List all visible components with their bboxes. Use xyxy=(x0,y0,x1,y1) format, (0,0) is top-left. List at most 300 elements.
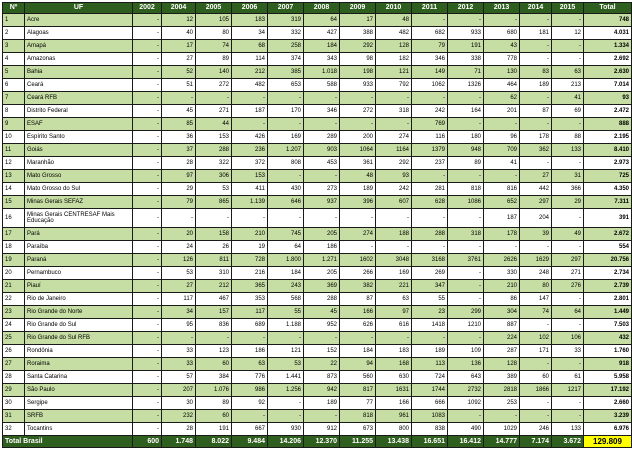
row-number: 22 xyxy=(3,293,25,306)
year-value: 353 xyxy=(232,293,268,306)
row-total: 93 xyxy=(584,92,632,105)
year-total: 1.748 xyxy=(162,436,196,448)
year-value: 1744 xyxy=(412,384,448,397)
year-value: 258 xyxy=(268,40,304,53)
year-value: 210 xyxy=(484,280,520,293)
year-value: 188 xyxy=(376,228,412,241)
year-total: 16.651 xyxy=(412,436,448,448)
year-value: 1629 xyxy=(520,254,552,267)
year-value: 724 xyxy=(412,371,448,384)
uf-name: Rio de Janeiro xyxy=(25,293,133,306)
year-value: 168 xyxy=(376,358,412,371)
year-value: - xyxy=(448,332,484,345)
year-value: 28 xyxy=(162,423,196,436)
uf-name: Distrito Federal xyxy=(25,105,133,118)
year-value: - xyxy=(133,332,162,345)
year-value: 269 xyxy=(412,267,448,280)
year-value: 26 xyxy=(196,241,232,254)
year-value: 205 xyxy=(304,228,340,241)
year-value: - xyxy=(133,293,162,306)
row-number: 20 xyxy=(3,267,25,280)
year-value: 133 xyxy=(552,423,584,436)
year-value: - xyxy=(448,92,484,105)
table-row xyxy=(3,131,632,144)
year-value: 89 xyxy=(196,397,232,410)
year-value: 85 xyxy=(162,118,196,131)
table-row xyxy=(3,293,632,306)
year-value: 453 xyxy=(304,157,340,170)
year-value: - xyxy=(133,144,162,157)
uf-name: Bahia xyxy=(25,66,133,79)
grand-total: 129.809 xyxy=(584,436,632,448)
year-value: - xyxy=(340,92,376,105)
year-value: 207 xyxy=(162,384,196,397)
year-value: 3168 xyxy=(412,254,448,267)
year-value: 189 xyxy=(340,183,376,196)
year-value: 374 xyxy=(268,53,304,66)
table-row xyxy=(3,358,632,371)
year-value: 53 xyxy=(196,183,232,196)
year-value: 306 xyxy=(196,170,232,183)
year-value: 121 xyxy=(268,345,304,358)
year-value: 55 xyxy=(412,293,448,306)
uf-name: Acre xyxy=(25,14,133,27)
year-value: 382 xyxy=(340,280,376,293)
year-value: 63 xyxy=(376,293,412,306)
year-value: - xyxy=(552,118,584,131)
year-value: - xyxy=(520,319,552,332)
table-row xyxy=(3,170,632,183)
year-value: 273 xyxy=(304,183,340,196)
year-value: 27 xyxy=(162,280,196,293)
row-number: 4 xyxy=(3,53,25,66)
year-value: 281 xyxy=(412,183,448,196)
year-value: 29 xyxy=(552,196,584,209)
row-number: 31 xyxy=(3,410,25,423)
table-row xyxy=(3,267,632,280)
uf-name: Rio Grande do Sul xyxy=(25,319,133,332)
year-value: 213 xyxy=(552,79,584,92)
year-value: - xyxy=(133,79,162,92)
year-value: 198 xyxy=(340,66,376,79)
year-value: 40 xyxy=(162,27,196,40)
year-total: 13.438 xyxy=(376,436,412,448)
year-value: 87 xyxy=(340,293,376,306)
year-value: 204 xyxy=(520,209,552,228)
row-number: 11 xyxy=(3,144,25,157)
year-value: 63 xyxy=(232,358,268,371)
year-value: 343 xyxy=(304,53,340,66)
year-value: 411 xyxy=(232,183,268,196)
year-value: - xyxy=(340,118,376,131)
year-value: 183 xyxy=(376,345,412,358)
row-number: 7 xyxy=(3,92,25,105)
year-value: 41 xyxy=(484,157,520,170)
year-value: - xyxy=(376,241,412,254)
year-value: - xyxy=(133,358,162,371)
year-value: 873 xyxy=(304,371,340,384)
year-value: 274 xyxy=(376,131,412,144)
year-value: 310 xyxy=(196,267,232,280)
year-value: 1064 xyxy=(340,144,376,157)
year-value: 60 xyxy=(196,358,232,371)
data-table xyxy=(2,2,632,448)
year-value: - xyxy=(520,397,552,410)
year-value: - xyxy=(133,209,162,228)
row-number: 18 xyxy=(3,241,25,254)
table-row xyxy=(3,345,632,358)
year-value: 630 xyxy=(376,371,412,384)
year-value: 952 xyxy=(304,319,340,332)
year-value: 79 xyxy=(412,40,448,53)
year-value: - xyxy=(448,170,484,183)
year-value: 200 xyxy=(340,131,376,144)
uf-name: São Paulo xyxy=(25,384,133,397)
year-value: 102 xyxy=(520,332,552,345)
year-value: 60 xyxy=(196,410,232,423)
year-value: 171 xyxy=(520,345,552,358)
table-row xyxy=(3,423,632,436)
year-value: - xyxy=(520,241,552,254)
year-value: 237 xyxy=(412,157,448,170)
year-value: - xyxy=(484,241,520,254)
total-label: Total Brasil xyxy=(3,436,133,448)
year-value: 297 xyxy=(552,254,584,267)
year-total: 9.484 xyxy=(232,436,268,448)
year-value: 64 xyxy=(268,241,304,254)
year-value: 1086 xyxy=(448,196,484,209)
uf-name: Rio Grande do Norte xyxy=(25,306,133,319)
year-value: 319 xyxy=(268,14,304,27)
year-value: 607 xyxy=(376,196,412,209)
year-value: 1164 xyxy=(376,144,412,157)
year-value: 271 xyxy=(196,105,232,118)
row-number: 15 xyxy=(3,196,25,209)
year-value: - xyxy=(552,319,584,332)
year-value: - xyxy=(304,209,340,228)
uf-name: Pará xyxy=(25,228,133,241)
year-value: 94 xyxy=(340,358,376,371)
year-value: - xyxy=(304,92,340,105)
year-value: 682 xyxy=(412,27,448,40)
year-value: 1.018 xyxy=(304,66,340,79)
year-value: 384 xyxy=(196,371,232,384)
row-total: 2.973 xyxy=(584,157,632,170)
row-total: 2.739 xyxy=(584,280,632,293)
year-value: - xyxy=(448,267,484,280)
year-value: 680 xyxy=(484,27,520,40)
year-value: 626 xyxy=(340,319,376,332)
year-value: 164 xyxy=(448,105,484,118)
row-total: 1.334 xyxy=(584,40,632,53)
row-number: 23 xyxy=(3,306,25,319)
year-value: 12 xyxy=(552,27,584,40)
year-value: 182 xyxy=(376,53,412,66)
year-value: 189 xyxy=(520,79,552,92)
row-total: 4.350 xyxy=(584,183,632,196)
year-value: - xyxy=(552,53,584,66)
year-value: 96 xyxy=(484,131,520,144)
year-value: - xyxy=(162,332,196,345)
uf-name: Tocantins xyxy=(25,423,133,436)
year-value: 865 xyxy=(196,196,232,209)
year-value: 1.256 xyxy=(268,384,304,397)
year-value: 187 xyxy=(232,105,268,118)
row-number: 29 xyxy=(3,384,25,397)
year-value: 27 xyxy=(162,53,196,66)
table-row xyxy=(3,209,632,228)
year-value: 769 xyxy=(412,118,448,131)
row-total: 20.756 xyxy=(584,254,632,267)
year-value: 1631 xyxy=(376,384,412,397)
year-value: 109 xyxy=(448,345,484,358)
year-value: 205 xyxy=(304,267,340,280)
year-value: 157 xyxy=(196,306,232,319)
year-value: 60 xyxy=(520,371,552,384)
year-value: 130 xyxy=(484,66,520,79)
year-total: 8.022 xyxy=(196,436,232,448)
year-value: 180 xyxy=(448,131,484,144)
year-value: 158 xyxy=(196,228,232,241)
year-value: 45 xyxy=(162,105,196,118)
year-value: - xyxy=(133,183,162,196)
year-value: 28 xyxy=(162,157,196,170)
row-total: 6.976 xyxy=(584,423,632,436)
year-value: 87 xyxy=(520,105,552,118)
year-value: 61 xyxy=(552,371,584,384)
year-value: 184 xyxy=(268,267,304,280)
year-value: 37 xyxy=(162,144,196,157)
column-header: 2007 xyxy=(268,3,304,14)
year-value: 30 xyxy=(162,397,196,410)
year-value: 166 xyxy=(340,306,376,319)
column-header: 2006 xyxy=(232,3,268,14)
year-value: 17 xyxy=(340,14,376,27)
year-value: 652 xyxy=(484,196,520,209)
row-total: 888 xyxy=(584,118,632,131)
year-value: 17 xyxy=(162,40,196,53)
row-total: 2.195 xyxy=(584,131,632,144)
table-row xyxy=(3,92,632,105)
year-value: 71 xyxy=(448,66,484,79)
column-header: 2002 xyxy=(133,3,162,14)
year-value: 52 xyxy=(162,66,196,79)
year-value: - xyxy=(133,384,162,397)
year-value: 2732 xyxy=(448,384,484,397)
uf-name: Pernambuco xyxy=(25,267,133,280)
year-value: - xyxy=(232,332,268,345)
year-value: 304 xyxy=(484,306,520,319)
row-total: 1.449 xyxy=(584,306,632,319)
year-value: 221 xyxy=(376,280,412,293)
year-value: 147 xyxy=(520,293,552,306)
column-header: 2011 xyxy=(412,3,448,14)
year-value: 808 xyxy=(268,157,304,170)
year-value: 34 xyxy=(232,27,268,40)
year-value: 43 xyxy=(484,40,520,53)
year-value: 36 xyxy=(162,131,196,144)
year-value: 709 xyxy=(484,144,520,157)
year-value: 464 xyxy=(484,79,520,92)
year-value: 128 xyxy=(484,358,520,371)
year-value: 482 xyxy=(232,79,268,92)
year-value: 22 xyxy=(304,358,340,371)
year-value: - xyxy=(133,66,162,79)
year-value: 123 xyxy=(196,345,232,358)
year-value: - xyxy=(340,241,376,254)
year-value: 385 xyxy=(268,66,304,79)
year-value: 986 xyxy=(232,384,268,397)
year-value: 3048 xyxy=(376,254,412,267)
year-value: - xyxy=(520,157,552,170)
year-value: 170 xyxy=(268,105,304,118)
year-value: - xyxy=(552,157,584,170)
row-total: 2.734 xyxy=(584,267,632,280)
year-value: 253 xyxy=(484,397,520,410)
year-value: 29 xyxy=(162,183,196,196)
year-value: 948 xyxy=(448,144,484,157)
year-value: 74 xyxy=(520,306,552,319)
year-value: 27 xyxy=(520,170,552,183)
year-value: - xyxy=(552,241,584,254)
year-value: - xyxy=(133,27,162,40)
year-value: 1866 xyxy=(520,384,552,397)
year-value: 332 xyxy=(268,27,304,40)
year-value: - xyxy=(552,410,584,423)
year-value: 271 xyxy=(552,267,584,280)
year-value: - xyxy=(133,423,162,436)
year-value: - xyxy=(232,118,268,131)
year-total: 14.206 xyxy=(268,436,304,448)
row-number: 17 xyxy=(3,228,25,241)
year-value: 98 xyxy=(340,53,376,66)
year-value: 232 xyxy=(162,410,196,423)
uf-name: SRFB xyxy=(25,410,133,423)
uf-name: Maranhão xyxy=(25,157,133,170)
year-value: 210 xyxy=(232,228,268,241)
year-value: - xyxy=(376,209,412,228)
year-value: 55 xyxy=(268,306,304,319)
year-value: 236 xyxy=(232,144,268,157)
year-value: 24 xyxy=(162,241,196,254)
uf-name: Minas Gerais SEFAZ xyxy=(25,196,133,209)
year-value: 117 xyxy=(162,293,196,306)
year-value: 212 xyxy=(232,66,268,79)
year-value: - xyxy=(520,53,552,66)
row-number: 12 xyxy=(3,157,25,170)
year-value: - xyxy=(268,397,304,410)
year-value: 152 xyxy=(304,345,340,358)
year-value: 121 xyxy=(376,66,412,79)
year-value: - xyxy=(552,14,584,27)
year-value: 961 xyxy=(376,410,412,423)
year-value: 113 xyxy=(412,358,448,371)
year-value: - xyxy=(412,209,448,228)
year-value: 673 xyxy=(340,423,376,436)
year-value: 63 xyxy=(552,66,584,79)
year-value: 12 xyxy=(162,14,196,27)
year-value: - xyxy=(552,358,584,371)
year-value: 183 xyxy=(232,14,268,27)
uf-name: Roraima xyxy=(25,358,133,371)
year-value: 1217 xyxy=(552,384,584,397)
year-value: 246 xyxy=(520,423,552,436)
year-value: 149 xyxy=(412,66,448,79)
year-value: - xyxy=(232,92,268,105)
year-value: 19 xyxy=(232,241,268,254)
year-value: 427 xyxy=(304,27,340,40)
row-total: 2.692 xyxy=(584,53,632,66)
row-number: 21 xyxy=(3,280,25,293)
year-value: 97 xyxy=(162,170,196,183)
year-value: - xyxy=(376,332,412,345)
year-value: 1062 xyxy=(412,79,448,92)
year-value: - xyxy=(484,170,520,183)
year-value: 442 xyxy=(520,183,552,196)
year-value: - xyxy=(133,92,162,105)
row-number: 13 xyxy=(3,170,25,183)
year-value: 467 xyxy=(196,293,232,306)
year-value: - xyxy=(133,319,162,332)
year-value: 318 xyxy=(448,228,484,241)
year-value: - xyxy=(268,332,304,345)
year-value: 942 xyxy=(304,384,340,397)
year-value: 23 xyxy=(412,306,448,319)
year-value: 396 xyxy=(340,196,376,209)
year-value: 292 xyxy=(340,40,376,53)
year-value: - xyxy=(484,14,520,27)
year-value: - xyxy=(133,228,162,241)
year-value: 153 xyxy=(232,170,268,183)
year-value: 106 xyxy=(552,332,584,345)
year-value: 31 xyxy=(552,170,584,183)
row-total: 5.958 xyxy=(584,371,632,384)
table-row xyxy=(3,280,632,293)
year-value: - xyxy=(412,92,448,105)
year-value: 33 xyxy=(162,345,196,358)
row-total: 1.760 xyxy=(584,345,632,358)
year-value: 191 xyxy=(196,423,232,436)
year-value: - xyxy=(340,332,376,345)
row-total: 3.239 xyxy=(584,410,632,423)
row-number: 6 xyxy=(3,79,25,92)
row-number: 19 xyxy=(3,254,25,267)
row-number: 2 xyxy=(3,27,25,40)
row-total: 2.630 xyxy=(584,66,632,79)
year-value: - xyxy=(268,118,304,131)
year-value: 64 xyxy=(552,306,584,319)
year-value: 114 xyxy=(232,53,268,66)
year-value: 243 xyxy=(268,280,304,293)
year-value: - xyxy=(133,157,162,170)
year-value: 186 xyxy=(232,345,268,358)
row-total: 2.472 xyxy=(584,105,632,118)
year-value: 64 xyxy=(304,14,340,27)
year-value: 216 xyxy=(232,267,268,280)
year-value: 62 xyxy=(484,92,520,105)
year-value: 116 xyxy=(412,131,448,144)
year-value: 3761 xyxy=(448,254,484,267)
table-body xyxy=(3,14,632,436)
year-value: 287 xyxy=(484,345,520,358)
year-value: 48 xyxy=(376,14,412,27)
year-value: 887 xyxy=(484,319,520,332)
year-value: - xyxy=(232,410,268,423)
year-value: 1602 xyxy=(340,254,376,267)
year-value: 816 xyxy=(484,183,520,196)
year-value: - xyxy=(268,170,304,183)
year-value: 186 xyxy=(304,241,340,254)
